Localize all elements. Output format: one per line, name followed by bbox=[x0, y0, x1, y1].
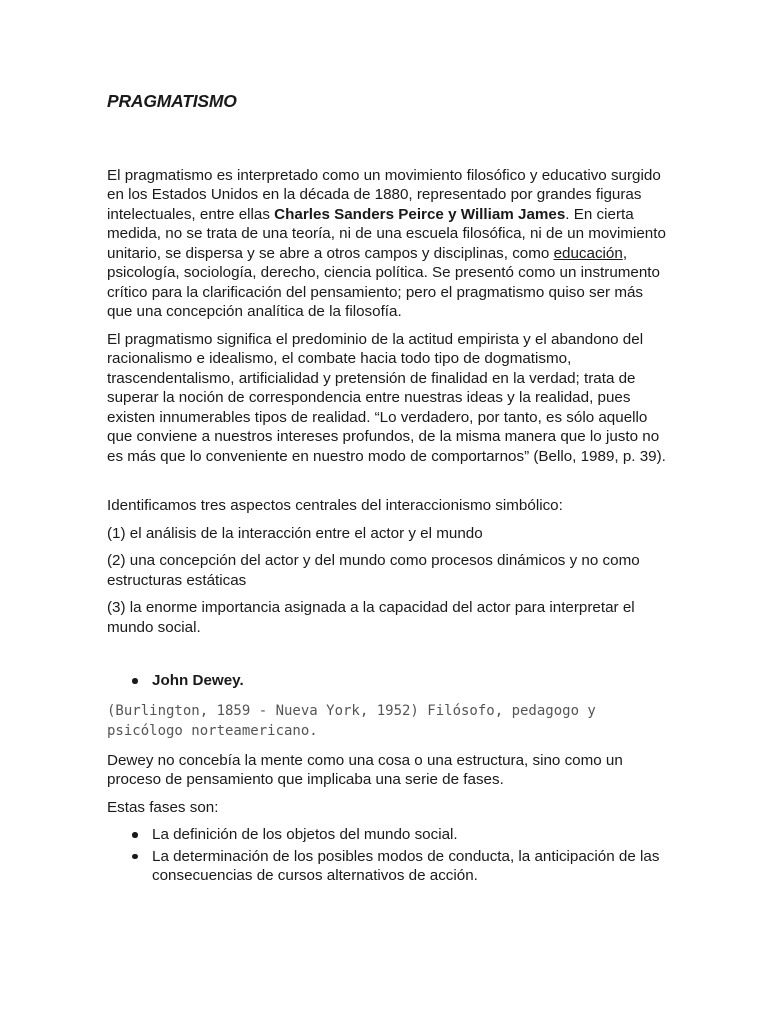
dewey-bio: (Burlington, 1859 - Nueva York, 1952) Filósofo, pedagogo y psicólogo norteamericano. bbox=[107, 702, 596, 739]
intro-paragraph bbox=[107, 166, 667, 322]
aspects-intro: Identificamos tres aspectos centrales del interaccionismo simbólico: bbox=[107, 497, 563, 514]
aspect-item: (1) el análisis de la interacción entre el actor y el mundo bbox=[107, 524, 483, 542]
dewey-description: Dewey no concebía la mente como una cosa o una estructura, sino como un proceso de pensamiento que implicaba una serie de fases. bbox=[107, 751, 623, 788]
intro-text-3: , psicología, sociología, derecho, ciencia política. Se presentó como un instrumento crítico para la clarificación del pensamiento; pero el pragmatismo quiso ser más que una concepción analítica de la filosofía. bbox=[107, 244, 660, 320]
dewey-heading-list bbox=[107, 671, 667, 691]
empiricism-paragraph: El pragmatismo significa el predominio de la actitud empirista y el abandono del racionalismo e idealismo, el combate hacia todo tipo de dogmatismo, trascendentalismo, artificialidad y pretensión de finalidad en la verdad; trata de superar la noción de correspondencia entre nuestras ideas y la realidad, pues existen innumerables tipos de realidad. “Lo verdadero, por tanto, es sólo aquello que conviene a nuestros intereses profundos, de la misma manera que lo justo no es más que lo conveniente en nuestro modo de comportarnos” (Bello, 1989, p. 39). bbox=[107, 330, 666, 465]
educacion-link[interactable]: educación bbox=[553, 244, 623, 262]
document-title: PRAGMATISMO bbox=[107, 91, 237, 111]
intro-text-2: . En cierta medida, no se trata de una teoría, ni de una escuela filosófica, ni de un movimiento unitario, se dispersa y se abre a otros campos y disciplinas, como bbox=[107, 205, 666, 262]
phase-item: La determinación de los posibles modos de conducta, la anticipación de las consecuencias de cursos alternativos de acción. bbox=[107, 847, 667, 886]
aspect-item: (3) la enorme importancia asignada a la capacidad del actor para interpretar el mundo social. bbox=[107, 599, 635, 636]
intro-text-1: El pragmatismo es interpretado como un movimiento filosófico y educativo surgido en los Estados Unidos en la década de 1880, representado por grandes figuras intelectuales, entre ellas bbox=[107, 166, 661, 223]
phases-list bbox=[107, 825, 667, 886]
phase-item: La definición de los objetos del mundo social. bbox=[107, 825, 667, 845]
phases-intro: Estas fases son: bbox=[107, 798, 219, 816]
dewey-heading bbox=[107, 671, 667, 691]
dewey-name: John Dewey. bbox=[152, 672, 244, 689]
document-body bbox=[107, 92, 667, 888]
aspect-item: (2) una concepción del actor y del mundo como procesos dinámicos y no como estructuras estáticas bbox=[107, 552, 640, 589]
intro-bold-names: Charles Sanders Peirce y William James bbox=[274, 205, 566, 223]
